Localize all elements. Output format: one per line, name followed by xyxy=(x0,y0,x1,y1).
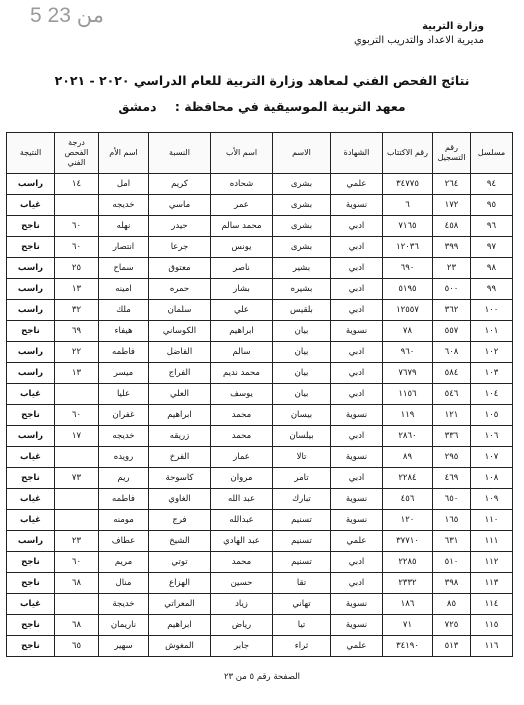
cell-reg: ٦٥٠ xyxy=(433,489,471,510)
cell-reg: ١٦٥ xyxy=(433,510,471,531)
cell-reg: ٥٤٦ xyxy=(433,384,471,405)
cell-surname: ماسي xyxy=(149,195,211,216)
cell-mother: خديجه xyxy=(99,426,149,447)
cell-sub: ٢٣٣٢ xyxy=(383,573,433,594)
cell-serial: ١١١ xyxy=(471,531,513,552)
cell-father: محمد xyxy=(211,426,273,447)
cell-grade: ٦٠ xyxy=(55,237,99,258)
cell-grade: ٦٠ xyxy=(55,405,99,426)
table-row xyxy=(7,300,513,321)
cell-grade xyxy=(55,594,99,615)
cell-father: عبد الهادي xyxy=(211,531,273,552)
cell-father: شحاده xyxy=(211,174,273,195)
cell-father: عمر xyxy=(211,195,273,216)
cell-result: غياب xyxy=(7,195,55,216)
table-row xyxy=(7,615,513,636)
cell-surname: توتي xyxy=(149,552,211,573)
column-header-serial: مسلسل xyxy=(471,133,513,174)
cell-serial: ١١٦ xyxy=(471,636,513,657)
cell-grade: ١٣ xyxy=(55,363,99,384)
cell-cert: ادبي xyxy=(331,573,383,594)
cell-reg: ١٢١ xyxy=(433,405,471,426)
table-row xyxy=(7,405,513,426)
cell-surname: المعراتي xyxy=(149,594,211,615)
cell-result: ناجح xyxy=(7,615,55,636)
cell-cert: علمي xyxy=(331,636,383,657)
cell-father: بشار xyxy=(211,279,273,300)
cell-mother: رويده xyxy=(99,447,149,468)
cell-sub: ١٢٠٣٦ xyxy=(383,237,433,258)
cell-mother: امينه xyxy=(99,279,149,300)
table-row xyxy=(7,258,513,279)
cell-name: بشير xyxy=(273,258,331,279)
cell-father: ناصر xyxy=(211,258,273,279)
cell-sub: ٦ xyxy=(383,195,433,216)
table-row xyxy=(7,216,513,237)
cell-surname: سلمان xyxy=(149,300,211,321)
table-row xyxy=(7,468,513,489)
cell-name: تبارك xyxy=(273,489,331,510)
cell-cert: ادبي xyxy=(331,552,383,573)
column-header-certificate: الشهادة xyxy=(331,133,383,174)
table-row xyxy=(7,531,513,552)
cell-result: ناجح xyxy=(7,405,55,426)
table-row xyxy=(7,447,513,468)
table-row xyxy=(7,426,513,447)
cell-reg: ٤٥٨ xyxy=(433,216,471,237)
cell-surname: كريم xyxy=(149,174,211,195)
cell-cert: ادبي xyxy=(331,216,383,237)
cell-surname: الفاضل xyxy=(149,342,211,363)
cell-result: راسب xyxy=(7,531,55,552)
cell-name: بشرى xyxy=(273,174,331,195)
cell-mother: غفران xyxy=(99,405,149,426)
cell-grade: ٦٥ xyxy=(55,636,99,657)
cell-surname: الفرخ xyxy=(149,447,211,468)
cell-surname: كاسوحة xyxy=(149,468,211,489)
cell-reg: ٣٩٨ xyxy=(433,573,471,594)
cell-surname: فرج xyxy=(149,510,211,531)
cell-sub: ١٨٦ xyxy=(383,594,433,615)
cell-reg: ٢٦٤ xyxy=(433,174,471,195)
cell-mother: ملك xyxy=(99,300,149,321)
table-row xyxy=(7,279,513,300)
cell-grade: ٣٢ xyxy=(55,300,99,321)
table-row xyxy=(7,321,513,342)
table-row xyxy=(7,489,513,510)
cell-result: ناجح xyxy=(7,321,55,342)
governorate-name: دمشق xyxy=(118,99,157,114)
cell-grade xyxy=(55,384,99,405)
institute-label: معهد التربية الموسيقية في محافظة : xyxy=(174,99,406,114)
cell-reg: ٣٦٢ xyxy=(433,300,471,321)
cell-name: تهاني xyxy=(273,594,331,615)
table-header-row xyxy=(7,133,513,174)
cell-name: بشيره xyxy=(273,279,331,300)
column-header-mother: اسم الأم xyxy=(99,133,149,174)
cell-result: ناجح xyxy=(7,237,55,258)
cell-name: تسنيم xyxy=(273,510,331,531)
cell-cert: ادبي xyxy=(331,237,383,258)
cell-sub: ٢٢٨٥ xyxy=(383,552,433,573)
cell-father: علي xyxy=(211,300,273,321)
cell-mother: انتصار xyxy=(99,237,149,258)
cell-grade: ٦٠ xyxy=(55,552,99,573)
cell-serial: ٩٤ xyxy=(471,174,513,195)
cell-name: بلقيس xyxy=(273,300,331,321)
cell-result: غياب xyxy=(7,510,55,531)
cell-cert: نسوية xyxy=(331,594,383,615)
cell-cert: نسوية xyxy=(331,405,383,426)
cell-serial: ١٠١ xyxy=(471,321,513,342)
table-row xyxy=(7,552,513,573)
cell-reg: ٣٣٦ xyxy=(433,426,471,447)
cell-cert: نسوية xyxy=(331,321,383,342)
column-header-surname: النسبة xyxy=(149,133,211,174)
cell-name: تالا xyxy=(273,447,331,468)
cell-reg: ٤٦٩ xyxy=(433,468,471,489)
cell-grade: ٢٣ xyxy=(55,531,99,552)
cell-serial: ١٠٨ xyxy=(471,468,513,489)
cell-result: غياب xyxy=(7,489,55,510)
table-row xyxy=(7,195,513,216)
column-header-registration: رقم التسجيل xyxy=(433,133,471,174)
cell-sub: ٢٢٨٤ xyxy=(383,468,433,489)
cell-grade: ٦٨ xyxy=(55,573,99,594)
cell-grade: ٢٢ xyxy=(55,342,99,363)
cell-serial: ١١٥ xyxy=(471,615,513,636)
cell-grade: ٦٩ xyxy=(55,321,99,342)
cell-name: بيان xyxy=(273,363,331,384)
cell-cert: علمي xyxy=(331,531,383,552)
cell-father: يوسف xyxy=(211,384,273,405)
cell-result: راسب xyxy=(7,300,55,321)
cell-grade: ٦٨ xyxy=(55,615,99,636)
cell-name: تامر xyxy=(273,468,331,489)
cell-cert: نسوية xyxy=(331,489,383,510)
cell-cert: ادبي xyxy=(331,384,383,405)
cell-serial: ١٠٥ xyxy=(471,405,513,426)
cell-father: محمد نديم xyxy=(211,363,273,384)
cell-surname: العلي xyxy=(149,384,211,405)
cell-surname: الهزاع xyxy=(149,573,211,594)
table-row xyxy=(7,573,513,594)
cell-sub: ٥١٩٥ xyxy=(383,279,433,300)
cell-mother: فاطمه xyxy=(99,342,149,363)
cell-result: غياب xyxy=(7,594,55,615)
cell-father: جابر xyxy=(211,636,273,657)
table-row xyxy=(7,594,513,615)
cell-sub: ١١٩ xyxy=(383,405,433,426)
cell-sub: ٧٨ xyxy=(383,321,433,342)
cell-grade xyxy=(55,195,99,216)
cell-reg: ٢٩٥ xyxy=(433,447,471,468)
cell-name: بشرى xyxy=(273,237,331,258)
table-row xyxy=(7,342,513,363)
cell-mother: منال xyxy=(99,573,149,594)
cell-surname: جرعا xyxy=(149,237,211,258)
cell-serial: ٩٥ xyxy=(471,195,513,216)
cell-serial: ١٠٧ xyxy=(471,447,513,468)
cell-name: بيسان xyxy=(273,405,331,426)
cell-grade: ٦٠ xyxy=(55,216,99,237)
cell-father: عمار xyxy=(211,447,273,468)
cell-father: ابراهيم xyxy=(211,321,273,342)
cell-mother: سماح xyxy=(99,258,149,279)
cell-cert: ادبي xyxy=(331,468,383,489)
cell-mother: عليا xyxy=(99,384,149,405)
cell-father: محمد xyxy=(211,552,273,573)
cell-mother: ميسر xyxy=(99,363,149,384)
cell-mother: مريم xyxy=(99,552,149,573)
cell-result: راسب xyxy=(7,279,55,300)
column-header-subscription: رقم الاكتتاب xyxy=(383,133,433,174)
cell-grade: ١٧ xyxy=(55,426,99,447)
cell-grade xyxy=(55,510,99,531)
cell-grade: ١٤ xyxy=(55,174,99,195)
cell-name: بيان xyxy=(273,384,331,405)
cell-mother: خديجه xyxy=(99,195,149,216)
cell-cert: ادبي xyxy=(331,258,383,279)
cell-sub: ٦٩٠ xyxy=(383,258,433,279)
cell-name: بشرى xyxy=(273,195,331,216)
ministry-header xyxy=(354,20,484,48)
cell-result: ناجح xyxy=(7,468,55,489)
cell-father: عبد الله xyxy=(211,489,273,510)
cell-mother: خديجة xyxy=(99,594,149,615)
cell-sub: ٣٤٧٧٥ xyxy=(383,174,433,195)
cell-serial: ١٠٩ xyxy=(471,489,513,510)
cell-father: محمد سالم xyxy=(211,216,273,237)
cell-mother: فاطمه xyxy=(99,489,149,510)
cell-serial: ١١٢ xyxy=(471,552,513,573)
document-title: نتائج الفحص الفني لمعاهد وزارة التربية للعام الدراسي ٢٠٢٠ - ٢٠٢١ xyxy=(54,73,470,88)
cell-surname: الكوساني xyxy=(149,321,211,342)
cell-reg: ٥٨٤ xyxy=(433,363,471,384)
cell-serial: ٩٨ xyxy=(471,258,513,279)
cell-sub: ٤٥٦ xyxy=(383,489,433,510)
cell-father: زياد xyxy=(211,594,273,615)
cell-reg: ١٧٢ xyxy=(433,195,471,216)
cell-surname: معتوق xyxy=(149,258,211,279)
cell-reg: ٧٢٥ xyxy=(433,615,471,636)
cell-serial: ٩٩ xyxy=(471,279,513,300)
cell-mother: سهير xyxy=(99,636,149,657)
cell-mother: مومنه xyxy=(99,510,149,531)
cell-mother: عطاف xyxy=(99,531,149,552)
table-row xyxy=(7,384,513,405)
cell-grade: ١٣ xyxy=(55,279,99,300)
cell-result: راسب xyxy=(7,174,55,195)
cell-cert: نسوية xyxy=(331,447,383,468)
cell-reg: ٢٣ xyxy=(433,258,471,279)
cell-sub: ٢٨٦٠ xyxy=(383,426,433,447)
cell-name: تقا xyxy=(273,573,331,594)
cell-result: راسب xyxy=(7,426,55,447)
cell-sub: ١١٥٦ xyxy=(383,384,433,405)
cell-cert: ادبي xyxy=(331,279,383,300)
table-row xyxy=(7,510,513,531)
cell-father: سالم xyxy=(211,342,273,363)
cell-grade: ٢٥ xyxy=(55,258,99,279)
cell-cert: نسوية xyxy=(331,615,383,636)
cell-reg: ٦٣١ xyxy=(433,531,471,552)
cell-result: راسب xyxy=(7,363,55,384)
cell-sub: ١٢٠ xyxy=(383,510,433,531)
cell-serial: ١٠٣ xyxy=(471,363,513,384)
cell-surname: الغاوي xyxy=(149,489,211,510)
cell-sub: ١٢٥٥٧ xyxy=(383,300,433,321)
cell-name: تسنيم xyxy=(273,552,331,573)
cell-father: رياض xyxy=(211,615,273,636)
cell-sub: ٣٤١٩٠ xyxy=(383,636,433,657)
cell-grade xyxy=(55,489,99,510)
cell-mother: ناريمان xyxy=(99,615,149,636)
cell-result: راسب xyxy=(7,258,55,279)
cell-serial: ١١٠ xyxy=(471,510,513,531)
cell-surname: الشيخ xyxy=(149,531,211,552)
cell-father: عبدالله xyxy=(211,510,273,531)
cell-name: بشرى xyxy=(273,216,331,237)
cell-serial: ١٠٤ xyxy=(471,384,513,405)
cell-reg: ٥٠٠ xyxy=(433,279,471,300)
ministry-name: وزارة التربية xyxy=(422,21,484,32)
cell-result: غياب xyxy=(7,447,55,468)
cell-mother: ريم xyxy=(99,468,149,489)
table-row xyxy=(7,237,513,258)
cell-sub: ٩٦٠ xyxy=(383,342,433,363)
cell-serial: ٩٦ xyxy=(471,216,513,237)
institute-line xyxy=(0,99,524,114)
cell-name: تسنيم xyxy=(273,531,331,552)
cell-result: راسب xyxy=(7,342,55,363)
cell-surname: حمره xyxy=(149,279,211,300)
results-table xyxy=(6,132,513,657)
cell-sub: ٨٩ xyxy=(383,447,433,468)
cell-serial: ١١٣ xyxy=(471,573,513,594)
cell-father: حسين xyxy=(211,573,273,594)
cell-result: ناجح xyxy=(7,636,55,657)
cell-mother: هيفاء xyxy=(99,321,149,342)
cell-reg: ٥١٣ xyxy=(433,636,471,657)
page-counter: 5 من 23 xyxy=(30,4,104,27)
column-header-father: اسم الأب xyxy=(211,133,273,174)
cell-cert: نسوية xyxy=(331,510,383,531)
cell-surname: زريقه xyxy=(149,426,211,447)
directorate-name: مديرية الاعداد والتدريب التربوي xyxy=(353,35,484,46)
cell-grade xyxy=(55,447,99,468)
table-row xyxy=(7,636,513,657)
cell-surname: ابراهيم xyxy=(149,615,211,636)
cell-reg: ٥١٠ xyxy=(433,552,471,573)
cell-result: ناجح xyxy=(7,552,55,573)
cell-reg: ٣٩٩ xyxy=(433,237,471,258)
cell-surname: حيدر xyxy=(149,216,211,237)
cell-cert: علمي xyxy=(331,174,383,195)
table-body xyxy=(7,174,513,657)
cell-surname: المغوش xyxy=(149,636,211,657)
cell-result: ناجح xyxy=(7,216,55,237)
cell-sub: ٣٧٧١٠ xyxy=(383,531,433,552)
cell-sub: ٧١ xyxy=(383,615,433,636)
cell-father: مروان xyxy=(211,468,273,489)
cell-sub: ٧١٦٥ xyxy=(383,216,433,237)
cell-cert: ادبي xyxy=(331,363,383,384)
cell-reg: ٨٥ xyxy=(433,594,471,615)
cell-serial: ١٠٢ xyxy=(471,342,513,363)
cell-sub: ٧٦٧٩ xyxy=(383,363,433,384)
column-header-result: النتيجة xyxy=(7,133,55,174)
cell-result: ناجح xyxy=(7,573,55,594)
column-header-grade: درجة الفحص الفني xyxy=(55,133,99,174)
cell-father: يونس xyxy=(211,237,273,258)
cell-name: بيلسان xyxy=(273,426,331,447)
cell-cert: ادبي xyxy=(331,300,383,321)
cell-serial: ١١٤ xyxy=(471,594,513,615)
page-footer: الصفحة رقم ٥ من ٢٣ xyxy=(223,672,301,682)
cell-serial: ٩٧ xyxy=(471,237,513,258)
cell-surname: الفراج xyxy=(149,363,211,384)
cell-reg: ٥٥٧ xyxy=(433,321,471,342)
cell-name: بيان xyxy=(273,342,331,363)
cell-surname: ابراهيم xyxy=(149,405,211,426)
cell-cert: ادبي xyxy=(331,426,383,447)
cell-name: ثراء xyxy=(273,636,331,657)
cell-serial: ١٠٠ xyxy=(471,300,513,321)
column-header-name: الاسم xyxy=(273,133,331,174)
cell-cert: ادبي xyxy=(331,342,383,363)
cell-serial: ١٠٦ xyxy=(471,426,513,447)
cell-reg: ٦٠٨ xyxy=(433,342,471,363)
cell-mother: نهله xyxy=(99,216,149,237)
cell-grade: ٧٣ xyxy=(55,468,99,489)
cell-name: تيا xyxy=(273,615,331,636)
cell-cert: نسوية xyxy=(331,195,383,216)
cell-result: غياب xyxy=(7,384,55,405)
cell-name: بيان xyxy=(273,321,331,342)
table-row xyxy=(7,174,513,195)
table-row xyxy=(7,363,513,384)
cell-father: محمد xyxy=(211,405,273,426)
cell-mother: امل xyxy=(99,174,149,195)
